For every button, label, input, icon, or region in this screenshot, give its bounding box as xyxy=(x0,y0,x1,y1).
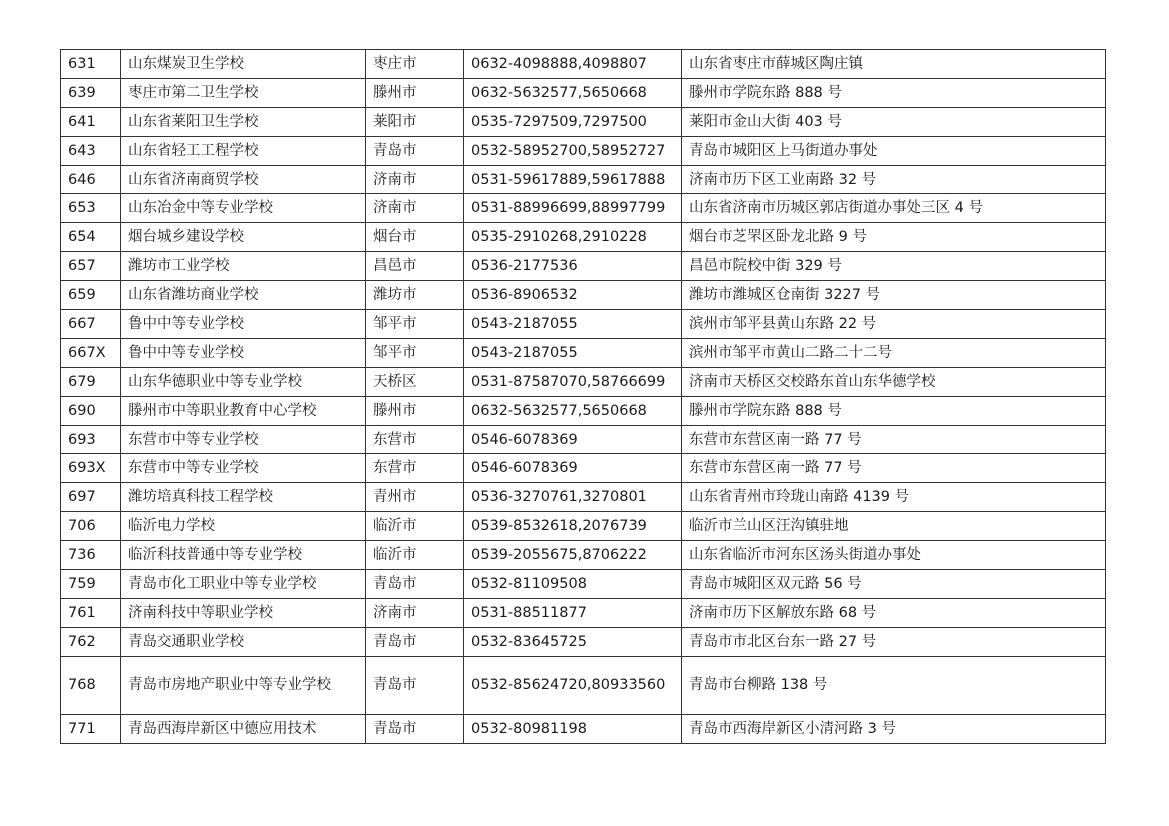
table-row xyxy=(61,136,1106,165)
phone-cell: 0531-87587070,58766699 xyxy=(464,367,682,396)
city-cell: 济南市 xyxy=(366,194,464,223)
school-name-cell: 滕州市中等职业教育中心学校 xyxy=(121,396,366,425)
phone-cell: 0539-8532618,2076739 xyxy=(464,512,682,541)
address-cell: 滨州市邹平市黄山二路二十二号 xyxy=(682,338,1106,367)
address-cell: 济南市历下区工业南路 32 号 xyxy=(682,165,1106,194)
city-cell: 青岛市 xyxy=(366,714,464,743)
school-name-cell: 济南科技中等职业学校 xyxy=(121,598,366,627)
phone-cell: 0532-80981198 xyxy=(464,714,682,743)
table-row xyxy=(61,78,1106,107)
phone-cell: 0532-58952700,58952727 xyxy=(464,136,682,165)
city-cell: 东营市 xyxy=(366,454,464,483)
school-code-cell: 643 xyxy=(61,136,121,165)
city-cell: 青岛市 xyxy=(366,656,464,714)
phone-cell: 0632-5632577,5650668 xyxy=(464,396,682,425)
phone-cell: 0531-59617889,59617888 xyxy=(464,165,682,194)
school-table xyxy=(60,49,1106,744)
school-code-cell: 631 xyxy=(61,50,121,79)
address-cell: 山东省临沂市河东区汤头街道办事处 xyxy=(682,541,1106,570)
table-row xyxy=(61,223,1106,252)
school-code-cell: 653 xyxy=(61,194,121,223)
table-row xyxy=(61,598,1106,627)
school-name-cell: 潍坊市工业学校 xyxy=(121,252,366,281)
address-cell: 临沂市兰山区汪沟镇驻地 xyxy=(682,512,1106,541)
school-name-cell: 青岛交通职业学校 xyxy=(121,627,366,656)
address-cell: 青岛市城阳区双元路 56 号 xyxy=(682,570,1106,599)
school-name-cell: 山东省潍坊商业学校 xyxy=(121,281,366,310)
address-cell: 滨州市邹平县黄山东路 22 号 xyxy=(682,310,1106,339)
address-cell: 济南市天桥区交校路东首山东华德学校 xyxy=(682,367,1106,396)
address-cell: 青岛市台柳路 138 号 xyxy=(682,656,1106,714)
address-cell: 青岛市市北区台东一路 27 号 xyxy=(682,627,1106,656)
phone-cell: 0543-2187055 xyxy=(464,310,682,339)
school-name-cell: 临沂电力学校 xyxy=(121,512,366,541)
school-code-cell: 641 xyxy=(61,107,121,136)
school-name-cell: 青岛西海岸新区中德应用技术 xyxy=(121,714,366,743)
phone-cell: 0536-2177536 xyxy=(464,252,682,281)
phone-cell: 0546-6078369 xyxy=(464,425,682,454)
school-code-cell: 771 xyxy=(61,714,121,743)
school-name-cell: 山东省济南商贸学校 xyxy=(121,165,366,194)
phone-cell: 0535-7297509,7297500 xyxy=(464,107,682,136)
city-cell: 临沂市 xyxy=(366,512,464,541)
school-code-cell: 736 xyxy=(61,541,121,570)
school-name-cell: 临沂科技普通中等专业学校 xyxy=(121,541,366,570)
table-row xyxy=(61,107,1106,136)
phone-cell: 0546-6078369 xyxy=(464,454,682,483)
school-name-cell: 鲁中中等专业学校 xyxy=(121,338,366,367)
phone-cell: 0535-2910268,2910228 xyxy=(464,223,682,252)
city-cell: 邹平市 xyxy=(366,310,464,339)
city-cell: 滕州市 xyxy=(366,396,464,425)
phone-cell: 0531-88996699,88997799 xyxy=(464,194,682,223)
school-code-cell: 762 xyxy=(61,627,121,656)
city-cell: 青岛市 xyxy=(366,627,464,656)
school-code-cell: 679 xyxy=(61,367,121,396)
table-row xyxy=(61,367,1106,396)
school-code-cell: 657 xyxy=(61,252,121,281)
city-cell: 临沂市 xyxy=(366,541,464,570)
city-cell: 潍坊市 xyxy=(366,281,464,310)
address-cell: 青岛市城阳区上马街道办事处 xyxy=(682,136,1106,165)
phone-cell: 0632-5632577,5650668 xyxy=(464,78,682,107)
address-cell: 潍坊市潍城区仓南街 3227 号 xyxy=(682,281,1106,310)
table-row xyxy=(61,483,1106,512)
address-cell: 东营市东营区南一路 77 号 xyxy=(682,425,1106,454)
school-code-cell: 646 xyxy=(61,165,121,194)
school-code-cell: 667 xyxy=(61,310,121,339)
table-row xyxy=(61,281,1106,310)
table-row xyxy=(61,714,1106,743)
school-name-cell: 潍坊培真科技工程学校 xyxy=(121,483,366,512)
phone-cell: 0532-85624720,80933560 xyxy=(464,656,682,714)
address-cell: 青岛市西海岸新区小清河路 3 号 xyxy=(682,714,1106,743)
school-name-cell: 山东省轻工工程学校 xyxy=(121,136,366,165)
phone-cell: 0532-81109508 xyxy=(464,570,682,599)
school-code-cell: 690 xyxy=(61,396,121,425)
school-code-cell: 639 xyxy=(61,78,121,107)
table-row xyxy=(61,425,1106,454)
city-cell: 济南市 xyxy=(366,598,464,627)
city-cell: 青州市 xyxy=(366,483,464,512)
address-cell: 山东省济南市历城区郭店街道办事处三区 4 号 xyxy=(682,194,1106,223)
table-row xyxy=(61,165,1106,194)
table-row xyxy=(61,454,1106,483)
school-code-cell: 697 xyxy=(61,483,121,512)
city-cell: 滕州市 xyxy=(366,78,464,107)
school-code-cell: 706 xyxy=(61,512,121,541)
address-cell: 山东省枣庄市薛城区陶庄镇 xyxy=(682,50,1106,79)
table-row xyxy=(61,396,1106,425)
table-body xyxy=(61,50,1106,744)
table-row xyxy=(61,310,1106,339)
address-cell: 昌邑市院校中街 329 号 xyxy=(682,252,1106,281)
address-cell: 山东省青州市玲珑山南路 4139 号 xyxy=(682,483,1106,512)
city-cell: 青岛市 xyxy=(366,570,464,599)
city-cell: 烟台市 xyxy=(366,223,464,252)
city-cell: 邹平市 xyxy=(366,338,464,367)
city-cell: 东营市 xyxy=(366,425,464,454)
address-cell: 济南市历下区解放东路 68 号 xyxy=(682,598,1106,627)
city-cell: 枣庄市 xyxy=(366,50,464,79)
school-name-cell: 烟台城乡建设学校 xyxy=(121,223,366,252)
school-name-cell: 青岛市房地产职业中等专业学校 xyxy=(121,656,366,714)
school-name-cell: 山东煤炭卫生学校 xyxy=(121,50,366,79)
table-row xyxy=(61,252,1106,281)
school-code-cell: 693X xyxy=(61,454,121,483)
city-cell: 天桥区 xyxy=(366,367,464,396)
city-cell: 莱阳市 xyxy=(366,107,464,136)
phone-cell: 0543-2187055 xyxy=(464,338,682,367)
school-name-cell: 东营市中等专业学校 xyxy=(121,454,366,483)
school-code-cell: 659 xyxy=(61,281,121,310)
school-name-cell: 山东省莱阳卫生学校 xyxy=(121,107,366,136)
school-name-cell: 青岛市化工职业中等专业学校 xyxy=(121,570,366,599)
address-cell: 东营市东营区南一路 77 号 xyxy=(682,454,1106,483)
phone-cell: 0632-4098888,4098807 xyxy=(464,50,682,79)
table-row xyxy=(61,570,1106,599)
school-code-cell: 761 xyxy=(61,598,121,627)
school-code-cell: 759 xyxy=(61,570,121,599)
school-name-cell: 山东冶金中等专业学校 xyxy=(121,194,366,223)
phone-cell: 0539-2055675,8706222 xyxy=(464,541,682,570)
school-code-cell: 768 xyxy=(61,656,121,714)
school-code-cell: 667X xyxy=(61,338,121,367)
table-row xyxy=(61,541,1106,570)
table-row xyxy=(61,50,1106,79)
table-row xyxy=(61,512,1106,541)
address-cell: 烟台市芝罘区卧龙北路 9 号 xyxy=(682,223,1106,252)
table-row xyxy=(61,338,1106,367)
table-row xyxy=(61,656,1106,714)
school-code-cell: 654 xyxy=(61,223,121,252)
school-code-cell: 693 xyxy=(61,425,121,454)
address-cell: 滕州市学院东路 888 号 xyxy=(682,78,1106,107)
phone-cell: 0536-8906532 xyxy=(464,281,682,310)
school-name-cell: 枣庄市第二卫生学校 xyxy=(121,78,366,107)
school-name-cell: 山东华德职业中等专业学校 xyxy=(121,367,366,396)
address-cell: 滕州市学院东路 888 号 xyxy=(682,396,1106,425)
city-cell: 昌邑市 xyxy=(366,252,464,281)
table-row xyxy=(61,194,1106,223)
phone-cell: 0531-88511877 xyxy=(464,598,682,627)
phone-cell: 0532-83645725 xyxy=(464,627,682,656)
table-row xyxy=(61,627,1106,656)
phone-cell: 0536-3270761,3270801 xyxy=(464,483,682,512)
city-cell: 青岛市 xyxy=(366,136,464,165)
address-cell: 莱阳市金山大街 403 号 xyxy=(682,107,1106,136)
school-name-cell: 鲁中中等专业学校 xyxy=(121,310,366,339)
school-name-cell: 东营市中等专业学校 xyxy=(121,425,366,454)
city-cell: 济南市 xyxy=(366,165,464,194)
